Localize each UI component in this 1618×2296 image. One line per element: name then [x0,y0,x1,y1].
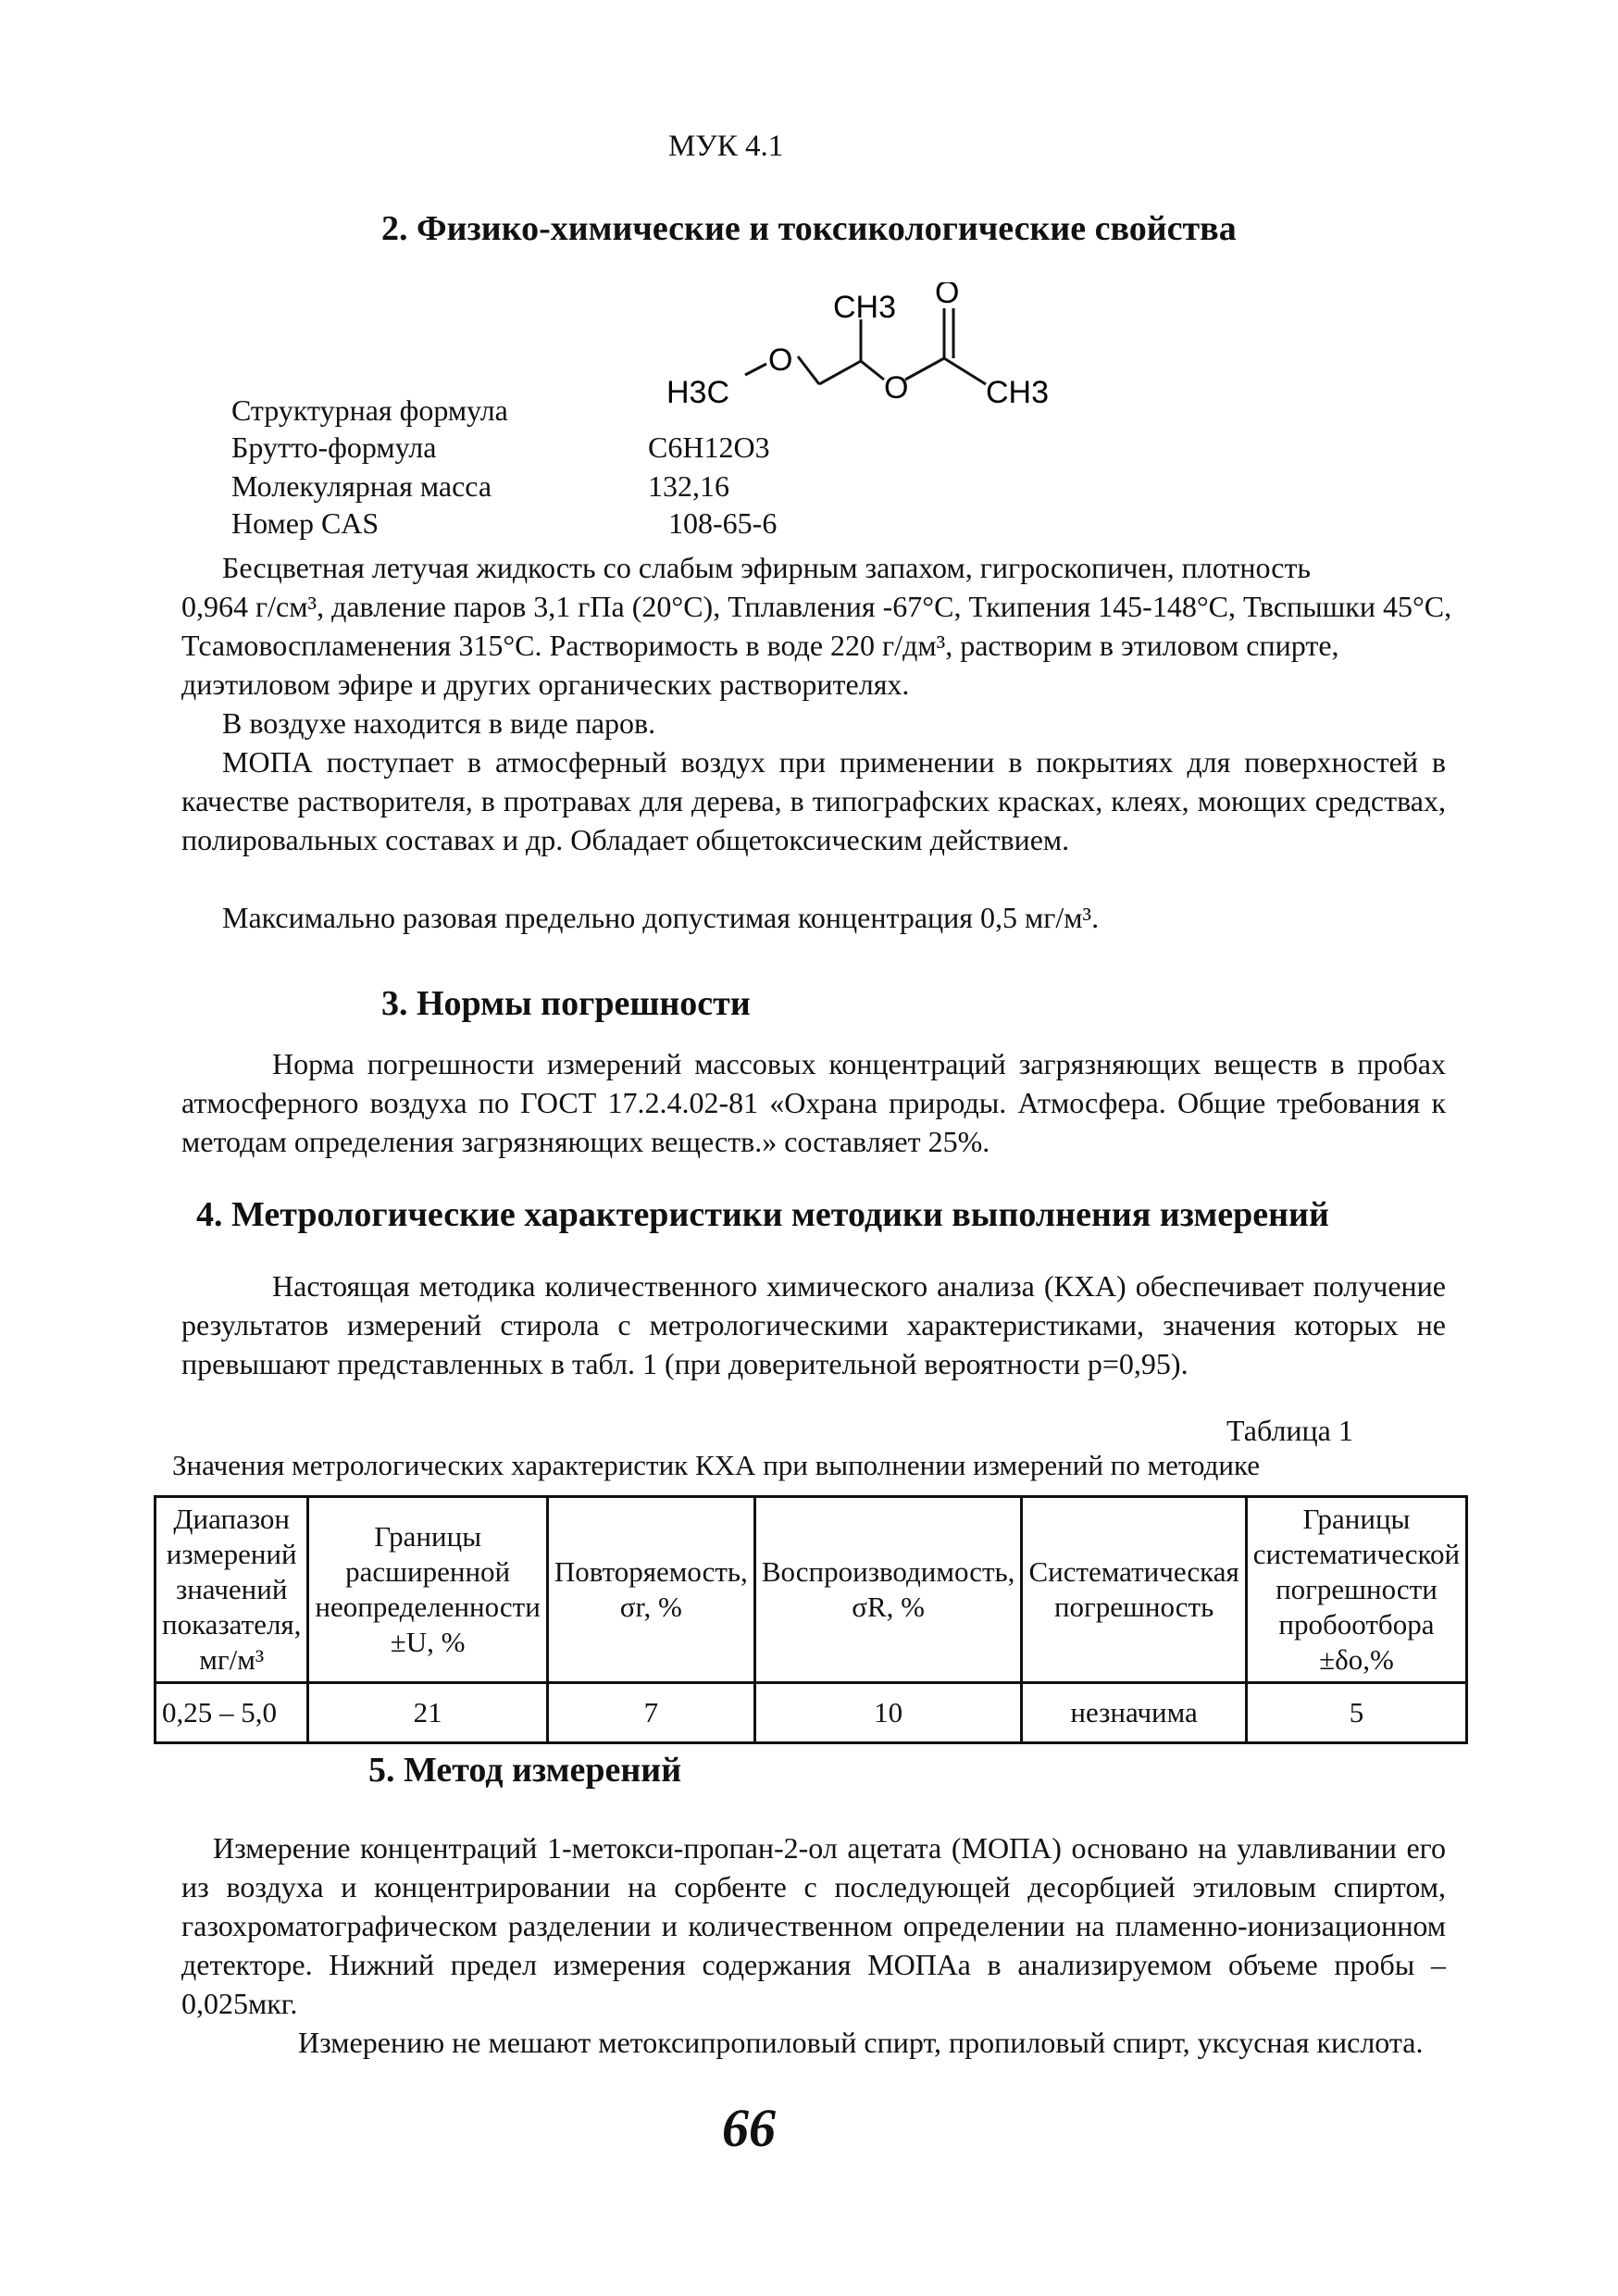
s4-paragraph: Настоящая методика количественного химического анализа (КХА) обеспечивает получение результатов измерений стирола с метрологическими характеристиками, значения которых не превышают представленных в табл. 1 (при доверительной вероятности p=0,95). [181,1269,1446,1380]
s2-paragraph-3: МОПА поступает в атмосферный воздух при применении в покрытиях для поверхностей в качестве растворителя, в протравах для дерева, в типографских красках, клеях, моющих средствах, полировальных составах и др. Обладает общетоксическим действием. [181,745,1446,856]
col-systematic-error: Систематическая погрешность [1022,1497,1246,1683]
prop-label-brutto: Брутто-формула [231,430,437,464]
prop-value-mass: 132,16 [648,469,729,503]
col-sampling-error: Границы систематической погрешности пробоотбора ±δо,% [1246,1497,1466,1683]
s3-paragraph: Норма погрешности измерений массовых концентраций загрязняющих веществ в пробах атмосферного воздуха по ГОСТ 17.2.4.02-81 «Охрана природы. Атмосфера. Общие требования к методам определения загрязняющих веществ.» составляет 25%. [181,1047,1446,1158]
prop-label-structure: Структурная формула [231,393,508,427]
section-3-title: 3. Нормы погрешности [381,984,751,1023]
cell-uncertainty: 21 [308,1683,547,1743]
formula-h3c: H3C [666,375,730,410]
col-uncertainty: Границы расширенной неопределенности ±U, % [308,1497,547,1683]
section-4-title: 4. Метрологические характеристики методики выполнения измерений [196,1195,1329,1234]
formula-o-top: O [935,282,960,310]
s2-paragraph-1-line-4: диэтиловом эфире и других органических растворителях. [181,668,910,701]
s2-paragraph-1-line-2: 0,964 г/см³, давление паров 3,1 гПа (20°С), Тплавления -67°С, Ткипения 145-148°С, Твспышки 45°С, [181,590,1452,623]
formula-ch3-right: CH3 [986,375,1050,410]
s5-paragraph-2: Измерению не мешают метоксипропиловый спирт, пропиловый спирт, уксусная кислота. [298,2026,1424,2059]
cell-repeatability: 7 [547,1683,754,1743]
formula-ch3-top: CH3 [833,290,897,325]
prop-label-cas: Номер CAS [231,506,380,540]
cell-range: 0,25 – 5,0 [156,1683,308,1743]
col-repeatability: Повторяемость, σr, % [547,1497,754,1683]
s5-paragraph-1: Измерение концентраций 1-метокси-пропан-2-ол ацетата (МОПА) основано на улавливании его из воздуха и концентрировании на сорбенте с последующей десорбцией этиловым спиртом, газохроматографическом разделении и количественном определении на пламенно-ионизационном детекторе. Нижний предел измерения содержания МОПАа в анализируемом объеме пробы – 0,025мкг. [181,1831,1446,2020]
document-header: МУК 4.1 [668,130,784,163]
page-number: 66 [722,2098,776,2158]
cell-systematic-error: незначима [1022,1683,1246,1743]
s2-paragraph-1-line-3: Тсамовоспламенения 315°С. Растворимость в воде 220 г/дм³, растворим в этиловом спирте, [181,629,1339,662]
s2-paragraph-4: Максимально разовая предельно допустимая концентрация 0,5 мг/м³. [222,901,1100,934]
col-range: Диапазон измерений значений показателя, мг/м³ [156,1497,308,1683]
table-row [156,1683,1467,1743]
cell-sampling-error: 5 [1246,1683,1466,1743]
section-5-title: 5. Метод измерений [368,1751,682,1790]
prop-value-brutto: C6H12O3 [648,430,770,464]
formula-o-ester: O [884,370,909,406]
table-caption: Значения метрологических характеристик КХА при выполнении измерений по методике [172,1449,1261,1481]
table-number: Таблица 1 [1226,1414,1353,1447]
s2-paragraph-1-line-1: Бесцветная летучая жидкость со слабым эфирным запахом, гигроскопичен, плотность [222,551,1312,584]
col-reproducibility: Воспроизводимость, σR, % [754,1497,1022,1683]
section-2-title: 2. Физико-химические и токсикологические свойства [381,209,1237,248]
metrology-table [154,1495,1468,1744]
structural-formula-diagram [648,282,1055,421]
s2-paragraph-2: В воздухе находится в виде паров. [222,706,656,740]
prop-label-mass: Молекулярная масса [231,469,492,503]
cell-reproducibility: 10 [754,1683,1022,1743]
prop-value-cas: 108-65-6 [668,506,778,540]
formula-o-ether: O [768,343,793,378]
table-header-row [156,1497,1467,1683]
